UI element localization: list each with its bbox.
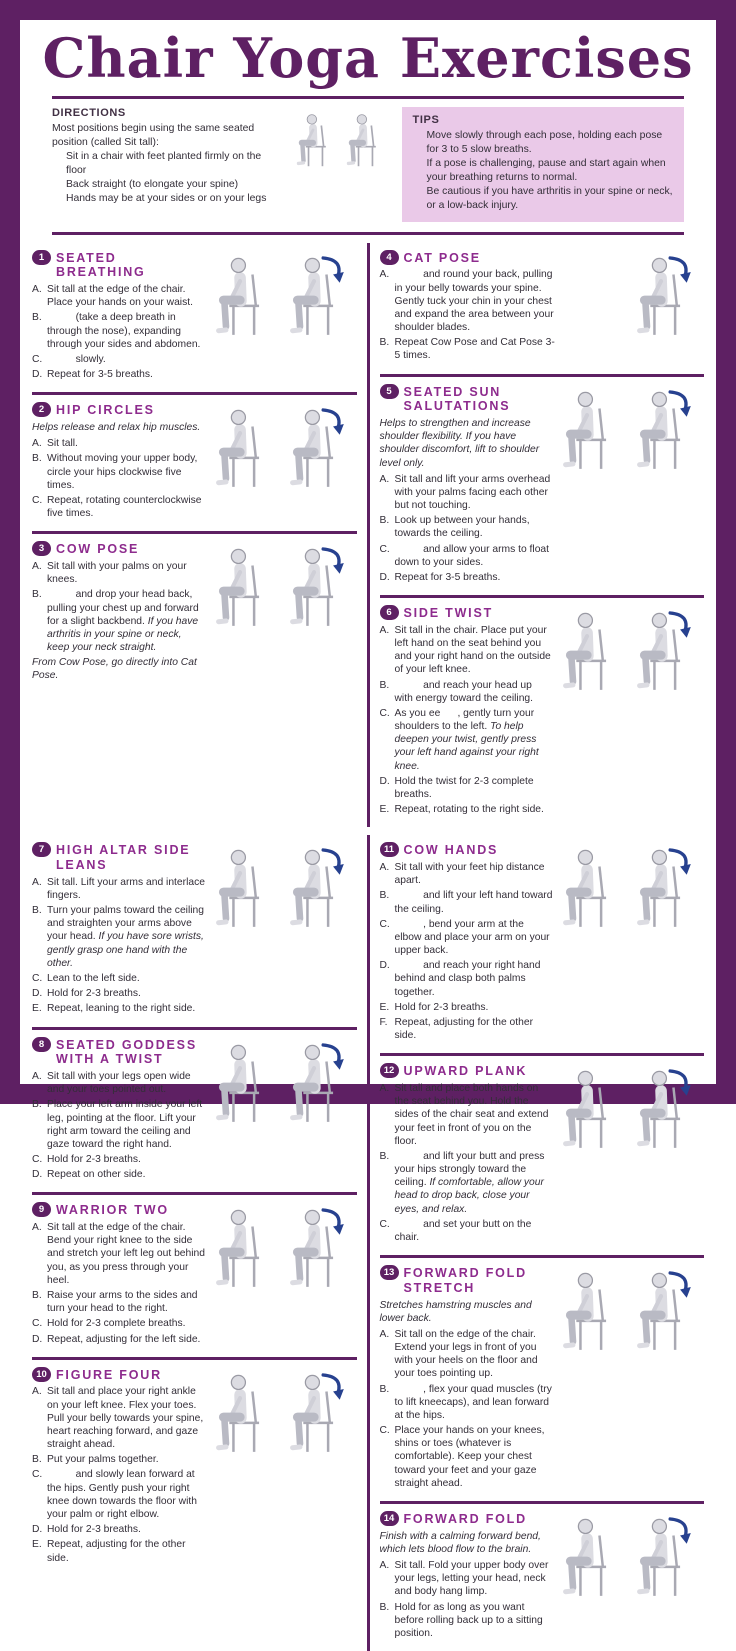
step-text: Lean to the left side. bbox=[47, 973, 140, 984]
exercise-steps bbox=[380, 1559, 554, 1640]
exercise-block bbox=[32, 835, 357, 1026]
exercise-number-badge: 9 bbox=[32, 1202, 51, 1217]
step-label: A. bbox=[379, 1560, 390, 1572]
pose-figure-icon bbox=[633, 387, 704, 473]
step-text: Repeat for 3-5 breaths. bbox=[394, 571, 501, 583]
exercise-step bbox=[32, 560, 206, 586]
step-text: Sit tall. Fold your upper body over your legs, letting your head, neck and body hang limp. bbox=[394, 1560, 549, 1598]
step-text: and slowly lean forward at the hips. Gently push your right knee down towards the floor with your palm or right elbow. bbox=[47, 1469, 197, 1520]
pose-figure-icon bbox=[212, 1205, 283, 1291]
info-row bbox=[28, 101, 708, 230]
step-label: A. bbox=[379, 862, 390, 874]
exercise-steps bbox=[32, 283, 206, 381]
step-text: , bend your arm at the elbow and place your arm on your upper back. bbox=[394, 918, 550, 957]
exercise-block bbox=[32, 531, 357, 691]
step-text: Repeat, adjusting for the other side. bbox=[47, 1539, 186, 1564]
exercise-title: HIP CIRCLES bbox=[56, 403, 155, 418]
exercise-step bbox=[380, 268, 559, 334]
exercise-steps bbox=[32, 1221, 206, 1346]
exercise-step bbox=[32, 1153, 206, 1166]
step-label: A. bbox=[32, 561, 42, 573]
exercise-step bbox=[32, 311, 206, 351]
exercise-step bbox=[32, 1002, 206, 1015]
step-note: If you have arthritis in your spine or neck, keep your neck straight. bbox=[47, 615, 199, 654]
step-text: Sit tall. Lift your arms and interlace fingers. bbox=[47, 876, 205, 901]
step-note: If you have sore wrists, gently grasp one hand with the other. bbox=[47, 931, 204, 969]
pose-figure-icon bbox=[559, 387, 630, 473]
exercise-step bbox=[32, 1289, 206, 1315]
exercise-step bbox=[380, 803, 554, 816]
pose-illustration bbox=[559, 842, 704, 1044]
exercise-step bbox=[380, 336, 559, 362]
exercise-step bbox=[380, 861, 554, 887]
exercise-steps bbox=[380, 624, 554, 816]
exercise-step bbox=[32, 987, 206, 1000]
exercise-number-badge: 12 bbox=[380, 1063, 399, 1078]
step-label: C. bbox=[32, 1318, 43, 1330]
step-label: F. bbox=[379, 1016, 388, 1028]
pose-figure-icon bbox=[212, 544, 283, 630]
exercise-step bbox=[380, 1016, 554, 1042]
exercise-step bbox=[380, 1383, 554, 1423]
pose-illustration bbox=[564, 250, 704, 365]
exercise-steps bbox=[32, 876, 206, 1016]
step-text: Without moving your upper body, circle your hips clockwise five times. bbox=[47, 453, 198, 491]
exercise-step bbox=[380, 1424, 554, 1490]
step-text: Look up between your hands, towards the ceiling. bbox=[394, 515, 530, 540]
step-label: B. bbox=[379, 515, 390, 527]
exercise-steps bbox=[380, 268, 559, 362]
page-title: Chair Yoga Exercises bbox=[42, 26, 694, 90]
step-text: Place your hands on your knees, shins or toes (whatever is comfortable). Keep your chest toward your feet and your gaze straight ahead. bbox=[394, 1425, 545, 1489]
step-label: C. bbox=[32, 1469, 43, 1481]
pose-figure-icon bbox=[633, 845, 704, 931]
exercise-block bbox=[380, 374, 705, 596]
exercise-title: CAT POSE bbox=[403, 250, 481, 265]
step-label: E. bbox=[379, 804, 390, 816]
pose-illustration bbox=[212, 1037, 357, 1184]
pose-illustration bbox=[559, 605, 704, 818]
exercise-step bbox=[380, 918, 554, 958]
exercise-grid bbox=[28, 243, 708, 1651]
exercise-title: UPWARD PLANK bbox=[403, 1064, 528, 1079]
pose-figure-icon bbox=[559, 608, 630, 694]
sit-tall-illustration bbox=[294, 107, 392, 169]
exercise-block bbox=[380, 835, 705, 1053]
step-text: Repeat, adjusting for the other side. bbox=[394, 1016, 534, 1042]
exercise-number-badge: 5 bbox=[380, 384, 399, 399]
step-text: Hold the twist for 2-3 complete breaths. bbox=[394, 775, 534, 800]
tips-section bbox=[402, 107, 684, 222]
step-label: B. bbox=[32, 905, 42, 917]
exercise-step bbox=[32, 876, 206, 902]
exercise-number-badge: 2 bbox=[32, 402, 51, 417]
step-label: B. bbox=[32, 453, 42, 465]
exercise-step bbox=[32, 904, 206, 970]
step-text: Sit tall and place both hands on the seat behind you. Hold the sides of the chair seat and extend your feet in front of you on the floor. bbox=[394, 1083, 549, 1147]
step-label: C. bbox=[379, 1425, 390, 1437]
pose-illustration bbox=[212, 250, 357, 384]
pose-figure-icon bbox=[286, 845, 357, 931]
pose-figure-icon bbox=[633, 1268, 704, 1354]
exercise-step bbox=[32, 368, 206, 381]
exercise-title: SEATED SUN SALUTATIONS bbox=[403, 384, 511, 414]
exercise-number-badge: 14 bbox=[380, 1511, 399, 1526]
pose-illustration bbox=[212, 1202, 357, 1347]
exercise-block bbox=[380, 1255, 705, 1501]
pose-figure-icon bbox=[212, 1040, 283, 1126]
step-label: A. bbox=[32, 1222, 42, 1234]
exercise-step bbox=[32, 283, 206, 309]
step-label: D. bbox=[32, 1169, 43, 1181]
step-label: B. bbox=[32, 1099, 42, 1111]
step-text: Repeat on other side. bbox=[47, 1169, 146, 1181]
step-label: C. bbox=[32, 1154, 43, 1166]
pose-figure-icon bbox=[286, 405, 357, 491]
step-label: A. bbox=[379, 1083, 390, 1095]
exercise-title: SIDE TWIST bbox=[403, 606, 494, 621]
step-label: C. bbox=[32, 973, 43, 984]
step-text: and set your butt on the chair. bbox=[394, 1218, 532, 1243]
step-label: D. bbox=[379, 960, 390, 972]
directions-item: Back straight (to elongate your spine) bbox=[66, 178, 239, 190]
step-text: Sit tall and place your right ankle on your left knee. Flex your toes. Pull your belly towards your spine, heart reaching forward, and gaze straight ahead. bbox=[47, 1386, 204, 1451]
step-label: A. bbox=[379, 1328, 390, 1340]
step-label: C. bbox=[379, 1218, 390, 1230]
step-text: and allow your arms to float down to your sides. bbox=[394, 543, 550, 568]
step-label: A. bbox=[32, 876, 42, 888]
exercise-step bbox=[380, 514, 554, 540]
exercise-steps bbox=[32, 1070, 206, 1181]
exercise-step bbox=[32, 437, 206, 450]
step-label: A. bbox=[32, 438, 42, 450]
tips-item: If a pose is challenging, pause and start again when your breathing returns to normal. bbox=[426, 157, 666, 183]
step-label: C. bbox=[379, 707, 390, 719]
step-label: B. bbox=[379, 1383, 390, 1395]
step-text: As you ee , gently turn your shoulders to the left. bbox=[394, 707, 535, 733]
step-label: E. bbox=[32, 1539, 42, 1551]
exercise-subtitle: Helps to strengthen and increase shoulder flexibility. If you have shoulder discomfort, lift to shoulder level only. bbox=[379, 418, 540, 469]
exercise-step bbox=[380, 889, 554, 915]
exercise-step bbox=[380, 624, 554, 677]
exercise-title: FORWARD FOLD STRETCH bbox=[403, 1266, 527, 1295]
step-text: Sit tall at the edge of the chair. Bend your right knee to the side and stretch your left leg out behind you, as you press through your heel. bbox=[47, 1222, 205, 1286]
step-label: D. bbox=[32, 988, 43, 1000]
step-label: D. bbox=[32, 1333, 43, 1345]
step-label: B. bbox=[32, 312, 42, 324]
pose-figure-icon bbox=[633, 1514, 704, 1600]
step-text: Sit tall at the edge of the chair. Place your hands on your waist. bbox=[47, 284, 193, 309]
step-text: Hold for as long as you want before rolling back up to a sitting position. bbox=[394, 1601, 543, 1639]
title-divider bbox=[52, 96, 684, 99]
tips-heading: TIPS bbox=[412, 114, 440, 126]
step-text: Repeat for 3-5 breaths. bbox=[47, 369, 153, 381]
pose-figure-icon bbox=[212, 253, 283, 339]
exercise-step bbox=[32, 1333, 206, 1346]
step-note: If comfortable, allow your head to drop back, close your eyes, and relax. bbox=[394, 1177, 544, 1215]
pose-illustration bbox=[212, 541, 357, 682]
step-label: A. bbox=[32, 284, 42, 296]
exercise-step bbox=[32, 1468, 206, 1521]
exercise-title: COW POSE bbox=[56, 542, 140, 557]
exercise-number-badge: 6 bbox=[380, 605, 399, 620]
pose-illustration bbox=[559, 1063, 704, 1246]
exercise-step bbox=[380, 543, 554, 569]
step-label: D. bbox=[379, 571, 390, 583]
exercise-step bbox=[380, 707, 554, 773]
step-text: Sit tall with your legs open wide and your toes pointed out. bbox=[47, 1071, 191, 1096]
exercise-number-badge: 8 bbox=[32, 1037, 51, 1052]
pose-figure-icon bbox=[286, 253, 357, 339]
step-text: Sit tall with your feet hip distance apart. bbox=[394, 862, 545, 887]
step-label: B. bbox=[379, 890, 390, 902]
pose-illustration bbox=[559, 384, 704, 587]
pose-figure-icon bbox=[559, 1514, 630, 1600]
step-text: and lift your left hand toward the ceiling. bbox=[394, 890, 553, 915]
pose-figure-icon bbox=[559, 1268, 630, 1354]
exercise-steps bbox=[32, 437, 206, 520]
exercise-block bbox=[380, 243, 705, 374]
exercise-step bbox=[32, 1453, 206, 1466]
exercise-step bbox=[32, 1221, 206, 1287]
exercise-steps bbox=[380, 861, 554, 1042]
exercise-number-badge: 7 bbox=[32, 842, 51, 857]
exercise-step bbox=[380, 679, 554, 705]
step-label: C. bbox=[32, 494, 43, 506]
exercise-step bbox=[32, 1168, 206, 1181]
step-text: Sit tall on the edge of the chair. Extend your legs in front of you with your heels on the floor and your toes pointing up. bbox=[394, 1328, 538, 1380]
directions-heading: DIRECTIONS bbox=[52, 107, 126, 119]
info-divider bbox=[52, 232, 684, 235]
step-label: C. bbox=[379, 918, 390, 930]
pose-illustration bbox=[212, 1367, 357, 1567]
exercise-number-badge: 13 bbox=[380, 1265, 399, 1280]
pose-figure-icon bbox=[286, 1370, 357, 1456]
step-text: Repeat, rotating counterclockwise five times. bbox=[47, 494, 202, 520]
pose-illustration bbox=[559, 1265, 704, 1492]
exercise-step bbox=[380, 775, 554, 801]
exercise-step bbox=[32, 588, 206, 654]
exercise-step bbox=[380, 1218, 554, 1244]
exercise-block bbox=[32, 1192, 357, 1356]
exercise-footnote: From Cow Pose, go directly into Cat Pose. bbox=[32, 657, 197, 682]
exercise-section-top bbox=[28, 243, 708, 828]
tips-item: Move slowly through each pose, holding each pose for 3 to 5 slow breaths. bbox=[426, 130, 663, 155]
exercise-step bbox=[32, 1098, 206, 1151]
exercise-block bbox=[32, 1027, 357, 1193]
step-label: A. bbox=[32, 1071, 42, 1083]
step-text: Put your palms together. bbox=[47, 1454, 159, 1466]
step-label: B. bbox=[379, 337, 390, 349]
exercise-title: SEATED GODDESS WITH A TWIST bbox=[56, 1037, 197, 1067]
exercise-block bbox=[380, 1053, 705, 1255]
pose-figure-icon bbox=[559, 845, 630, 931]
pose-figure-icon bbox=[633, 1066, 704, 1152]
exercise-step bbox=[32, 1523, 206, 1536]
exercise-number-badge: 3 bbox=[32, 541, 51, 556]
step-text: Hold for 2-3 breaths. bbox=[47, 1524, 141, 1536]
tips-item: Be cautious if you have arthritis in your spine or neck, or a low-back injury. bbox=[426, 185, 673, 211]
step-text: Hold for 2-3 complete breaths. bbox=[47, 1318, 186, 1330]
exercise-block bbox=[32, 243, 357, 393]
step-text: Repeat, leaning to the right side. bbox=[47, 1003, 196, 1015]
step-label: A. bbox=[379, 624, 390, 636]
exercise-step bbox=[32, 1538, 206, 1564]
step-label: A. bbox=[379, 473, 390, 485]
exercise-steps bbox=[380, 473, 554, 584]
exercise-steps bbox=[32, 1385, 206, 1564]
exercise-step bbox=[380, 1601, 554, 1641]
exercise-step bbox=[380, 1150, 554, 1216]
exercise-title: FORWARD FOLD bbox=[403, 1512, 527, 1526]
exercise-step bbox=[380, 1001, 554, 1014]
pose-illustration bbox=[212, 402, 357, 522]
step-label: A. bbox=[32, 1386, 42, 1398]
exercise-number-badge: 11 bbox=[380, 842, 399, 857]
exercise-block bbox=[32, 392, 357, 531]
pose-figure-icon bbox=[344, 111, 392, 169]
pose-figure-icon bbox=[286, 544, 357, 630]
exercise-number-badge: 4 bbox=[380, 250, 399, 265]
step-text: Raise your arms to the sides and turn your head to the right. bbox=[47, 1290, 198, 1315]
exercise-step bbox=[32, 1070, 206, 1096]
pose-figure-icon bbox=[633, 608, 704, 694]
step-text: Hold for 2-3 breaths. bbox=[47, 988, 141, 1000]
step-text: and round your back, pulling in your belly towards your spine. Gently tuck your chin in your chest and expand the area between your shoulder blades. bbox=[394, 269, 554, 334]
pose-figure-icon bbox=[212, 845, 283, 931]
step-label: B. bbox=[32, 589, 42, 601]
exercise-title: HIGH ALTAR SIDE LEANS bbox=[56, 843, 191, 873]
exercise-step bbox=[32, 452, 206, 492]
exercise-title: COW HANDS bbox=[403, 843, 499, 858]
pose-figure-icon bbox=[294, 111, 342, 169]
pose-illustration bbox=[559, 1511, 704, 1642]
step-label: C. bbox=[32, 353, 43, 365]
pose-figure-icon bbox=[286, 1205, 357, 1291]
step-label: A. bbox=[379, 269, 390, 281]
step-text: Hold for 2-3 breaths. bbox=[47, 1154, 141, 1166]
exercise-subtitle: Helps release and relax hip muscles. bbox=[32, 422, 201, 434]
step-text: Sit tall and lift your arms overhead with your palms facing each other but not touching. bbox=[394, 473, 551, 512]
exercise-step bbox=[32, 353, 206, 366]
pose-figure-icon bbox=[212, 1370, 283, 1456]
pose-figure-icon bbox=[212, 405, 283, 491]
step-note: To help deepen your twist, gently press your left hand against your right knee. bbox=[394, 721, 539, 772]
exercise-steps bbox=[380, 1328, 554, 1490]
exercise-steps bbox=[32, 560, 206, 654]
exercise-step bbox=[32, 972, 206, 985]
step-text: Hold for 2-3 breaths. bbox=[394, 1001, 489, 1013]
pose-figure-icon bbox=[559, 1066, 630, 1152]
step-text: Sit tall. bbox=[47, 438, 78, 450]
step-label: B. bbox=[32, 1290, 42, 1301]
exercise-section-bottom bbox=[28, 835, 708, 1651]
exercise-step bbox=[380, 1082, 554, 1148]
exercise-block bbox=[380, 1501, 705, 1651]
exercise-subtitle: Finish with a calming forward bend, which lets blood flow to the brain. bbox=[379, 1530, 541, 1555]
step-text: Sit tall with your palms on your knees. bbox=[47, 561, 187, 586]
step-label: B. bbox=[379, 1150, 390, 1162]
exercise-step bbox=[32, 1385, 206, 1451]
exercise-number-badge: 10 bbox=[32, 1367, 51, 1382]
exercise-steps bbox=[380, 1082, 554, 1244]
step-label: B. bbox=[379, 679, 390, 691]
step-text: Repeat, rotating to the right side. bbox=[394, 804, 544, 816]
step-label: B. bbox=[379, 1601, 390, 1613]
step-label: E. bbox=[379, 1001, 390, 1013]
pose-figure-icon bbox=[286, 1040, 357, 1126]
step-text: and lift your butt and press your hips strongly toward the ceiling. bbox=[394, 1150, 545, 1189]
exercise-block bbox=[32, 1357, 357, 1576]
step-text: (take a deep breath in through the nose), expanding through your sides and abdomen. bbox=[47, 312, 201, 350]
exercise-step bbox=[380, 1559, 554, 1599]
exercise-step bbox=[380, 571, 554, 584]
exercise-title: SEATED BREATHING bbox=[56, 250, 146, 280]
step-text: and drop your head back, pulling your chest up and forward for a slight backbend. bbox=[47, 589, 199, 627]
directions-section bbox=[52, 107, 284, 206]
step-label: E. bbox=[32, 1003, 42, 1015]
step-text: Sit tall in the chair. Place put your left hand on the seat behind you and your right hand on the outside of your left knee. bbox=[394, 624, 551, 676]
step-label: D. bbox=[32, 369, 43, 381]
step-label: D. bbox=[32, 1524, 43, 1536]
exercise-step bbox=[380, 959, 554, 999]
step-text: Repeat Cow Pose and Cat Pose 3-5 times. bbox=[394, 337, 555, 362]
exercise-title: FIGURE FOUR bbox=[56, 1367, 162, 1382]
exercise-block bbox=[380, 595, 705, 827]
exercise-step bbox=[380, 473, 554, 513]
exercise-title: WARRIOR TWO bbox=[56, 1203, 169, 1218]
exercise-step bbox=[32, 494, 206, 520]
step-label: D. bbox=[379, 775, 390, 787]
step-text: Turn your palms toward the ceiling and straighten your arms above your head. bbox=[47, 905, 205, 943]
exercise-number-badge: 1 bbox=[32, 250, 51, 265]
pose-illustration bbox=[212, 842, 357, 1017]
directions-intro: Most positions begin using the same seated position (called Sit tall): bbox=[52, 123, 255, 148]
directions-item: Hands may be at your sides or on your legs bbox=[66, 192, 267, 204]
step-text: Place your left arm inside your left leg, pointing at the floor. Lift your right arm toward the ceiling and gaze toward the right hand. bbox=[47, 1099, 203, 1150]
step-text: , flex your quad muscles (try to lift kneecaps), and lean forward at the hips. bbox=[394, 1383, 552, 1421]
directions-item: Sit in a chair with feet planted firmly on the floor bbox=[66, 150, 262, 176]
step-text: and reach your head up with energy toward the ceiling. bbox=[394, 679, 534, 704]
step-text: Repeat, adjusting for the left side. bbox=[47, 1333, 201, 1345]
exercise-step bbox=[380, 1328, 554, 1381]
step-label: C. bbox=[379, 543, 390, 555]
exercise-subtitle: Stretches hamstring muscles and lower back. bbox=[379, 1299, 532, 1324]
pose-figure-icon bbox=[633, 253, 704, 339]
step-text: slowly. bbox=[47, 353, 106, 365]
exercise-step bbox=[32, 1317, 206, 1330]
step-label: B. bbox=[32, 1454, 42, 1466]
step-text: and reach your right hand behind and clasp both palms together. bbox=[394, 960, 541, 998]
